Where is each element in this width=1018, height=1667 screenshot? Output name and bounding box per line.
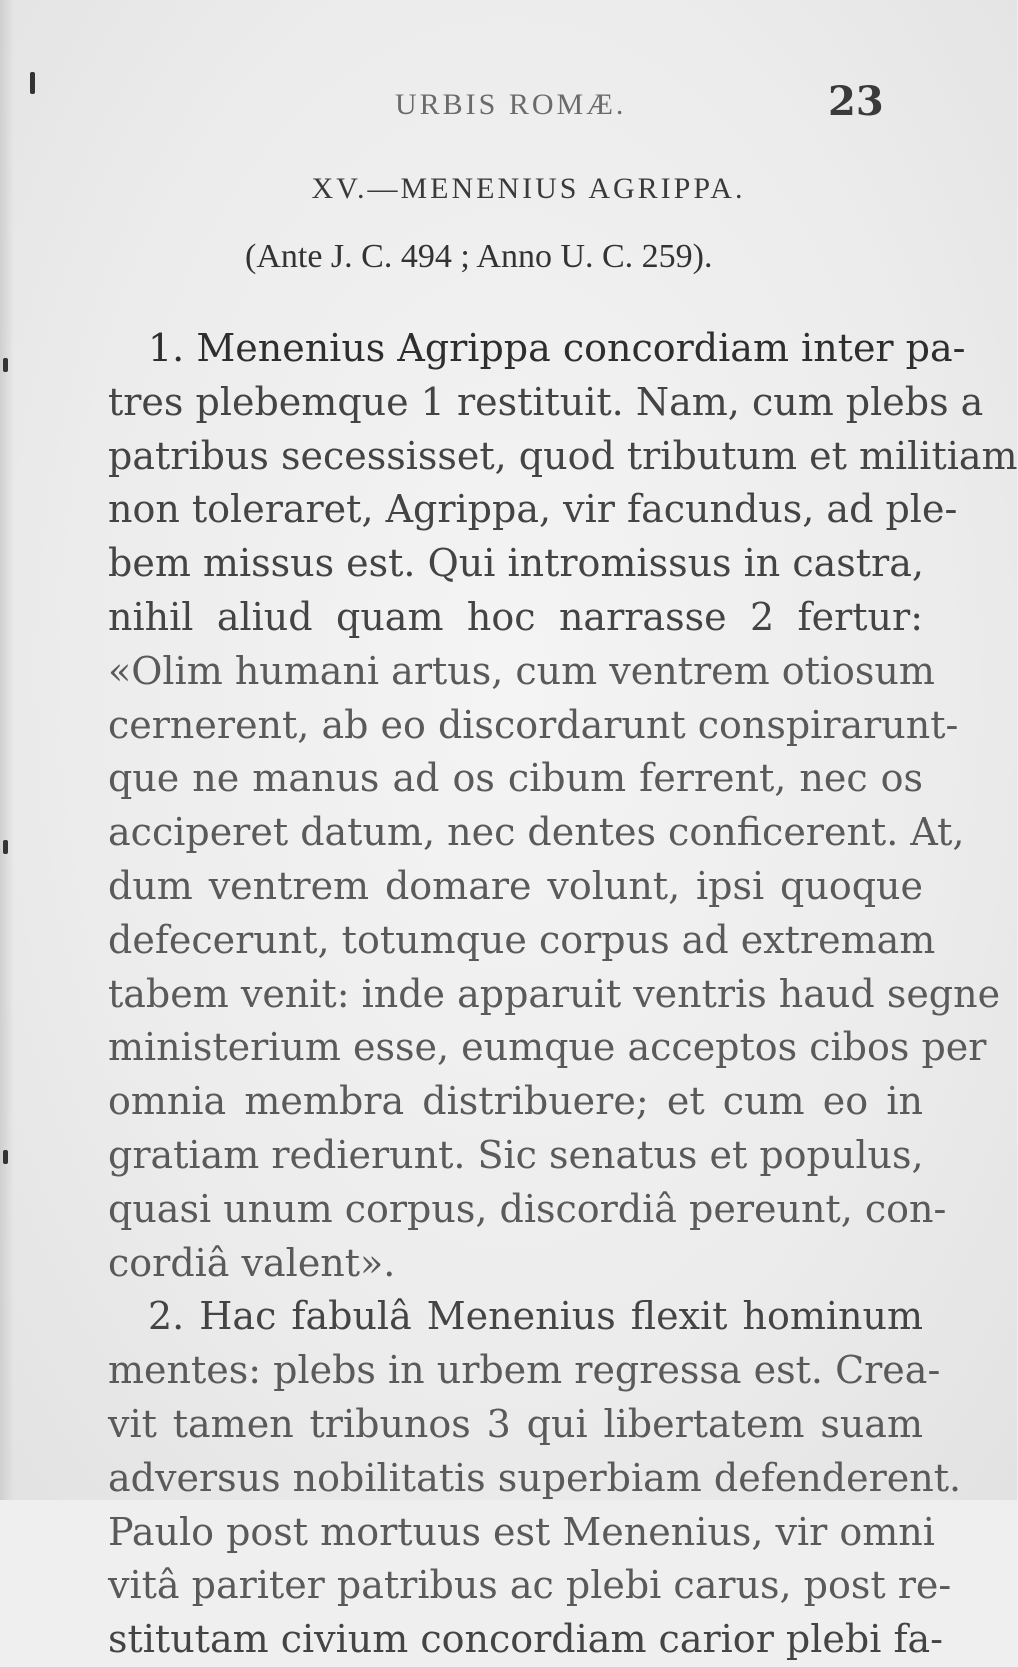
text-line: tres plebemque 1 restituit. Nam, cum plebs a bbox=[108, 379, 984, 424]
margin-speck bbox=[3, 1150, 8, 1164]
text-line: dum ventrem domare volunt, ipsi quoque bbox=[108, 863, 923, 908]
text-line: vitâ pariter patribus ac plebi carus, post re- bbox=[108, 1563, 952, 1608]
text-line: mentes: plebs in urbem regressa est. Crea- bbox=[108, 1348, 941, 1393]
text-line: nihil aliud quam hoc narrasse 2 fertur: bbox=[108, 594, 923, 639]
margin-speck bbox=[3, 358, 8, 372]
text-line: cernerent, ab eo discordarunt conspirarunt- bbox=[108, 702, 959, 747]
text-line: 1. Menenius Agrippa concordiam inter pa- bbox=[148, 326, 966, 370]
chapter-dateline: (Ante J. C. 494 ; Anno U. C. 259). bbox=[245, 238, 713, 275]
text-line: acciperet datum, nec dentes conficerent. At, bbox=[108, 810, 965, 855]
text-line: stitutam civium concordiam carior plebi fa- bbox=[108, 1617, 944, 1662]
text-line: patribus secessisset, quod tributum et militiam bbox=[108, 433, 1018, 478]
text-line: defecerunt, totumque corpus ad extremam bbox=[108, 917, 936, 962]
text-line: 2. Hac fabulâ Menenius flexit hominum bbox=[148, 1294, 923, 1339]
running-head: URBIS ROMÆ. bbox=[395, 88, 627, 121]
chapter-title: XV.—MENENIUS AGRIPPA. bbox=[311, 172, 746, 205]
page-number: 23 bbox=[828, 78, 884, 125]
text-line: quasi unum corpus, discordiâ pereunt, con- bbox=[108, 1186, 947, 1231]
text-line: que ne manus ad os cibum ferrent, nec os bbox=[108, 756, 923, 801]
body-text bbox=[108, 322, 1018, 1667]
text-line: tabem venit: inde apparuit ventris haud segne bbox=[108, 971, 1001, 1016]
text-line: ministerium esse, eumque acceptos cibos per bbox=[108, 1025, 987, 1070]
text-line: «Olim humani artus, cum ventrem otiosum bbox=[108, 648, 935, 693]
text-line: non toleraret, Agrippa, vir facundus, ad ple- bbox=[108, 487, 958, 532]
text-line: adversus nobilitatis superbiam defenderent. bbox=[108, 1455, 962, 1500]
text-line: gratiam redierunt. Sic senatus et populus, bbox=[108, 1132, 924, 1177]
margin-speck bbox=[3, 840, 8, 854]
page-edge-shadow bbox=[0, 0, 14, 1500]
text-line: Paulo post mortuus est Menenius, vir omni bbox=[108, 1509, 935, 1554]
text-line: vit tamen tribunos 3 qui libertatem suam bbox=[108, 1401, 923, 1446]
text-line: bem missus est. Qui intromissus in castra, bbox=[108, 541, 924, 586]
text-line: cordiâ valent». bbox=[108, 1240, 396, 1285]
margin-speck bbox=[30, 72, 35, 94]
text-line: omnia membra distribuere; et cum eo in bbox=[108, 1079, 923, 1124]
